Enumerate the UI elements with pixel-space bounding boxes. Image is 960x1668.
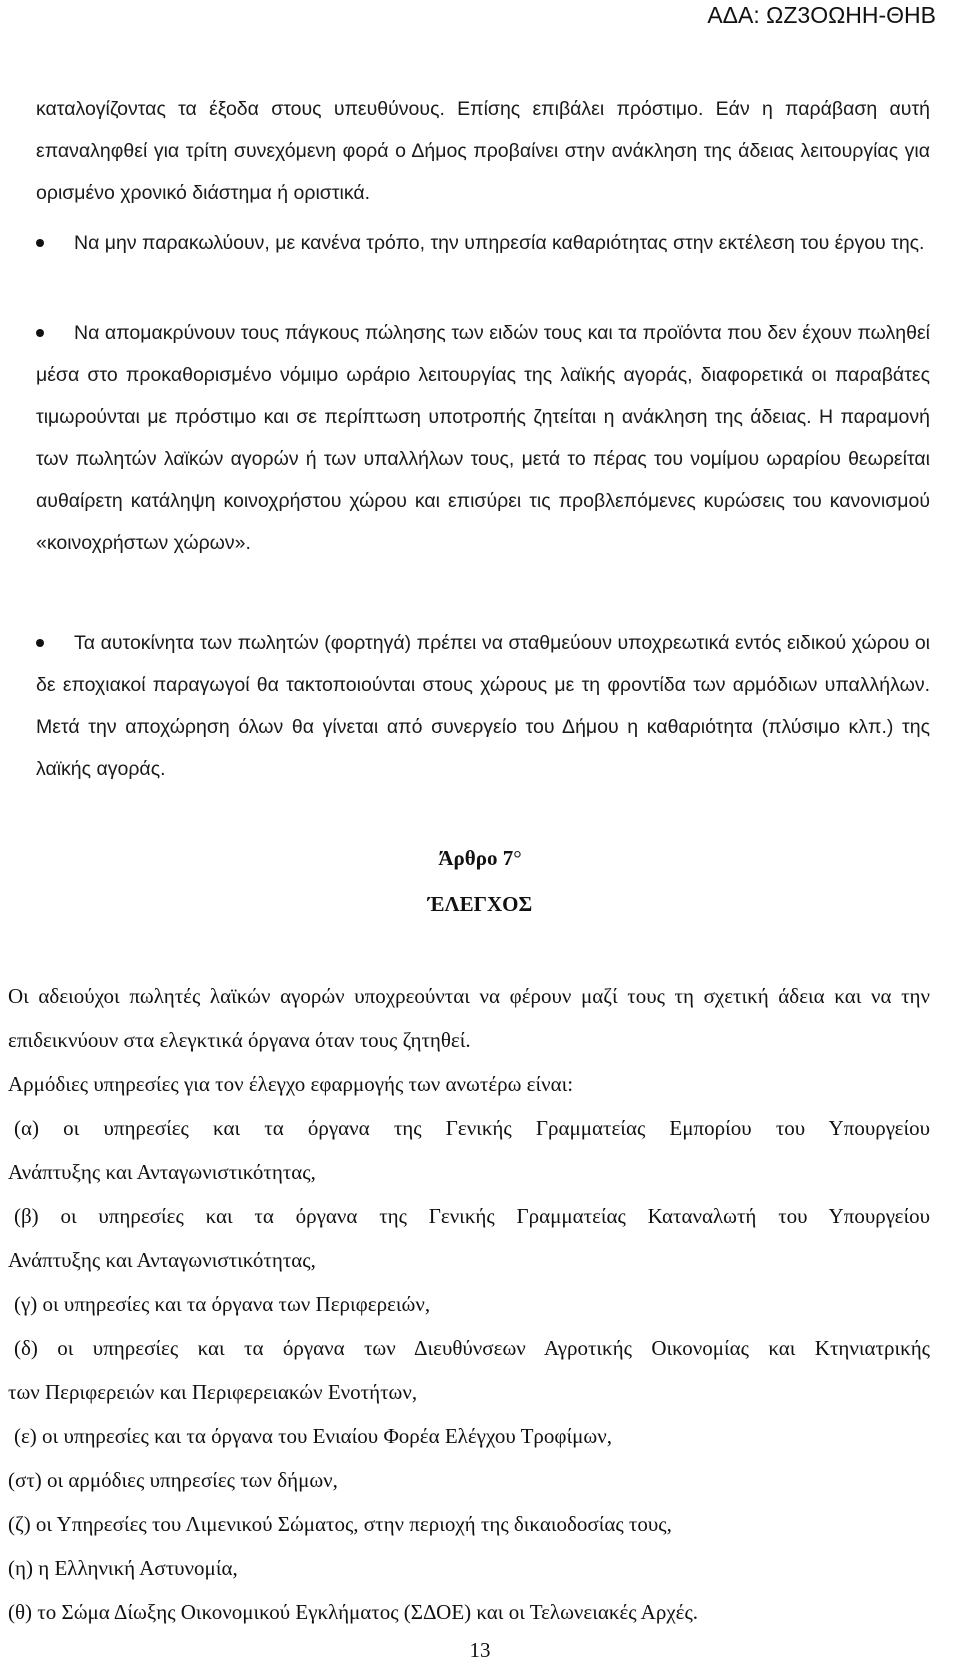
service-item: (η) η Ελληνική Αστυνομία,	[8, 1556, 238, 1580]
service-item: (β) οι υπηρεσίες και τα όργανα της Γενικής Γραμματείας Καταναλωτή του Υπουργείου	[14, 1204, 930, 1228]
intro-paragraph: καταλογίζοντας τα έξοδα στους υπευθύνους. Επίσης επιβάλει πρόστιμο. Εάν η παράβαση αυτή επαναληφθεί για τρίτη συνεχόμενη φορά ο Δήμος προβαίνει στην ανάκληση της άδειας λειτουργίας για ορισμένο χρονικό διάστημα ή οριστικά.	[36, 98, 930, 204]
page-number: 13	[469, 1638, 491, 1662]
bullet-icon	[36, 239, 44, 247]
service-item-continuation: των Περιφερειών και Περιφερειακών Ενοτήτων,	[8, 1380, 418, 1404]
article-title: ΈΛΕΓΧΟΣ	[427, 892, 533, 916]
bullet-item	[36, 312, 930, 564]
bullet-text: Να απομακρύνουν τους πάγκους πώλησης των ειδών τους και τα προϊόντα που δεν έχουν πωληθεί μέσα στο προκαθορισμένο νόμιμο ωράριο λειτουργίας της λαϊκής αγοράς, διαφορετικά οι παραβάτες τιμωρούνται με πρόστιμο και σε περίπτωση υποτροπής ζητείται η ανάκληση της άδειας. Η παραμονή των πωλητών λαϊκών αγορών ή των υπαλλήλων τους, μετά το πέρας του νομίμου ωραρίου θεωρείται αυθαίρετη κατάληψη κοινοχρήστου χώρου και επισύρει τις προβλεπόμενες κυρώσεις του κανονισμού «κοινοχρήστων χώρων».	[36, 322, 930, 554]
services-intro: Αρμόδιες υπηρεσίες για τον έλεγχο εφαρμογής των ανωτέρω είναι:	[8, 1072, 574, 1096]
article-number: Άρθρο 7°	[438, 846, 522, 870]
document-ada-code: ΑΔΑ: ΩΖ3ΟΩΗΗ-ΘΗΒ	[707, 2, 936, 28]
article-paragraph: Οι αδειούχοι πωλητές λαϊκών αγορών υποχρεούνται να φέρουν μαζί τους τη σχετική άδεια και να την επιδεικνύουν στα ελεγκτικά όργανα όταν τους ζητηθεί.	[8, 984, 930, 1052]
bullet-item	[36, 222, 930, 264]
service-item: (θ) το Σώμα Δίωξης Οικονομικού Εγκλήματος (ΣΔΟΕ) και οι Τελωνειακές Αρχές.	[8, 1600, 699, 1624]
service-item: (στ) οι αρμόδιες υπηρεσίες των δήμων,	[8, 1468, 338, 1492]
service-item: (ε) οι υπηρεσίες και τα όργανα του Ενιαίου Φορέα Ελέγχου Τροφίμων,	[14, 1424, 612, 1448]
bullet-icon	[36, 329, 44, 337]
service-item: (γ) οι υπηρεσίες και τα όργανα των Περιφερειών,	[14, 1292, 431, 1316]
service-item: (δ) οι υπηρεσίες και τα όργανα των Διευθύνσεων Αγροτικής Οικονομίας και Κτηνιατρικής	[14, 1336, 930, 1360]
bullet-text: Να μην παρακωλύουν, με κανένα τρόπο, την υπηρεσία καθαριότητας στην εκτέλεση του έργου της.	[74, 232, 925, 254]
bullet-text: Τα αυτοκίνητα των πωλητών (φορτηγά) πρέπει να σταθμεύουν υποχρεωτικά εντός ειδικού χώρου οι δε εποχιακοί παραγωγοί θα τακτοποιούνται στους χώρους με τη φροντίδα των αρμόδιων υπαλλήλων. Μετά την αποχώρηση όλων θα γίνεται από συνεργείο του Δήμου η καθαριότητα (πλύσιμο κλπ.) της λαϊκής αγοράς.	[36, 632, 930, 780]
service-item: (α) οι υπηρεσίες και τα όργανα της Γενικής Γραμματείας Εμπορίου του Υπουργείου	[14, 1116, 930, 1140]
service-item-continuation: Ανάπτυξης και Ανταγωνιστικότητας,	[8, 1160, 316, 1184]
service-item: (ζ) οι Υπηρεσίες του Λιμενικού Σώματος, στην περιοχή της δικαιοδοσίας τους,	[8, 1512, 672, 1536]
bullet-icon	[36, 639, 44, 647]
service-item-continuation: Ανάπτυξης και Ανταγωνιστικότητας,	[8, 1248, 316, 1272]
degree-symbol-icon: °	[513, 846, 522, 870]
bullet-item	[36, 622, 930, 790]
